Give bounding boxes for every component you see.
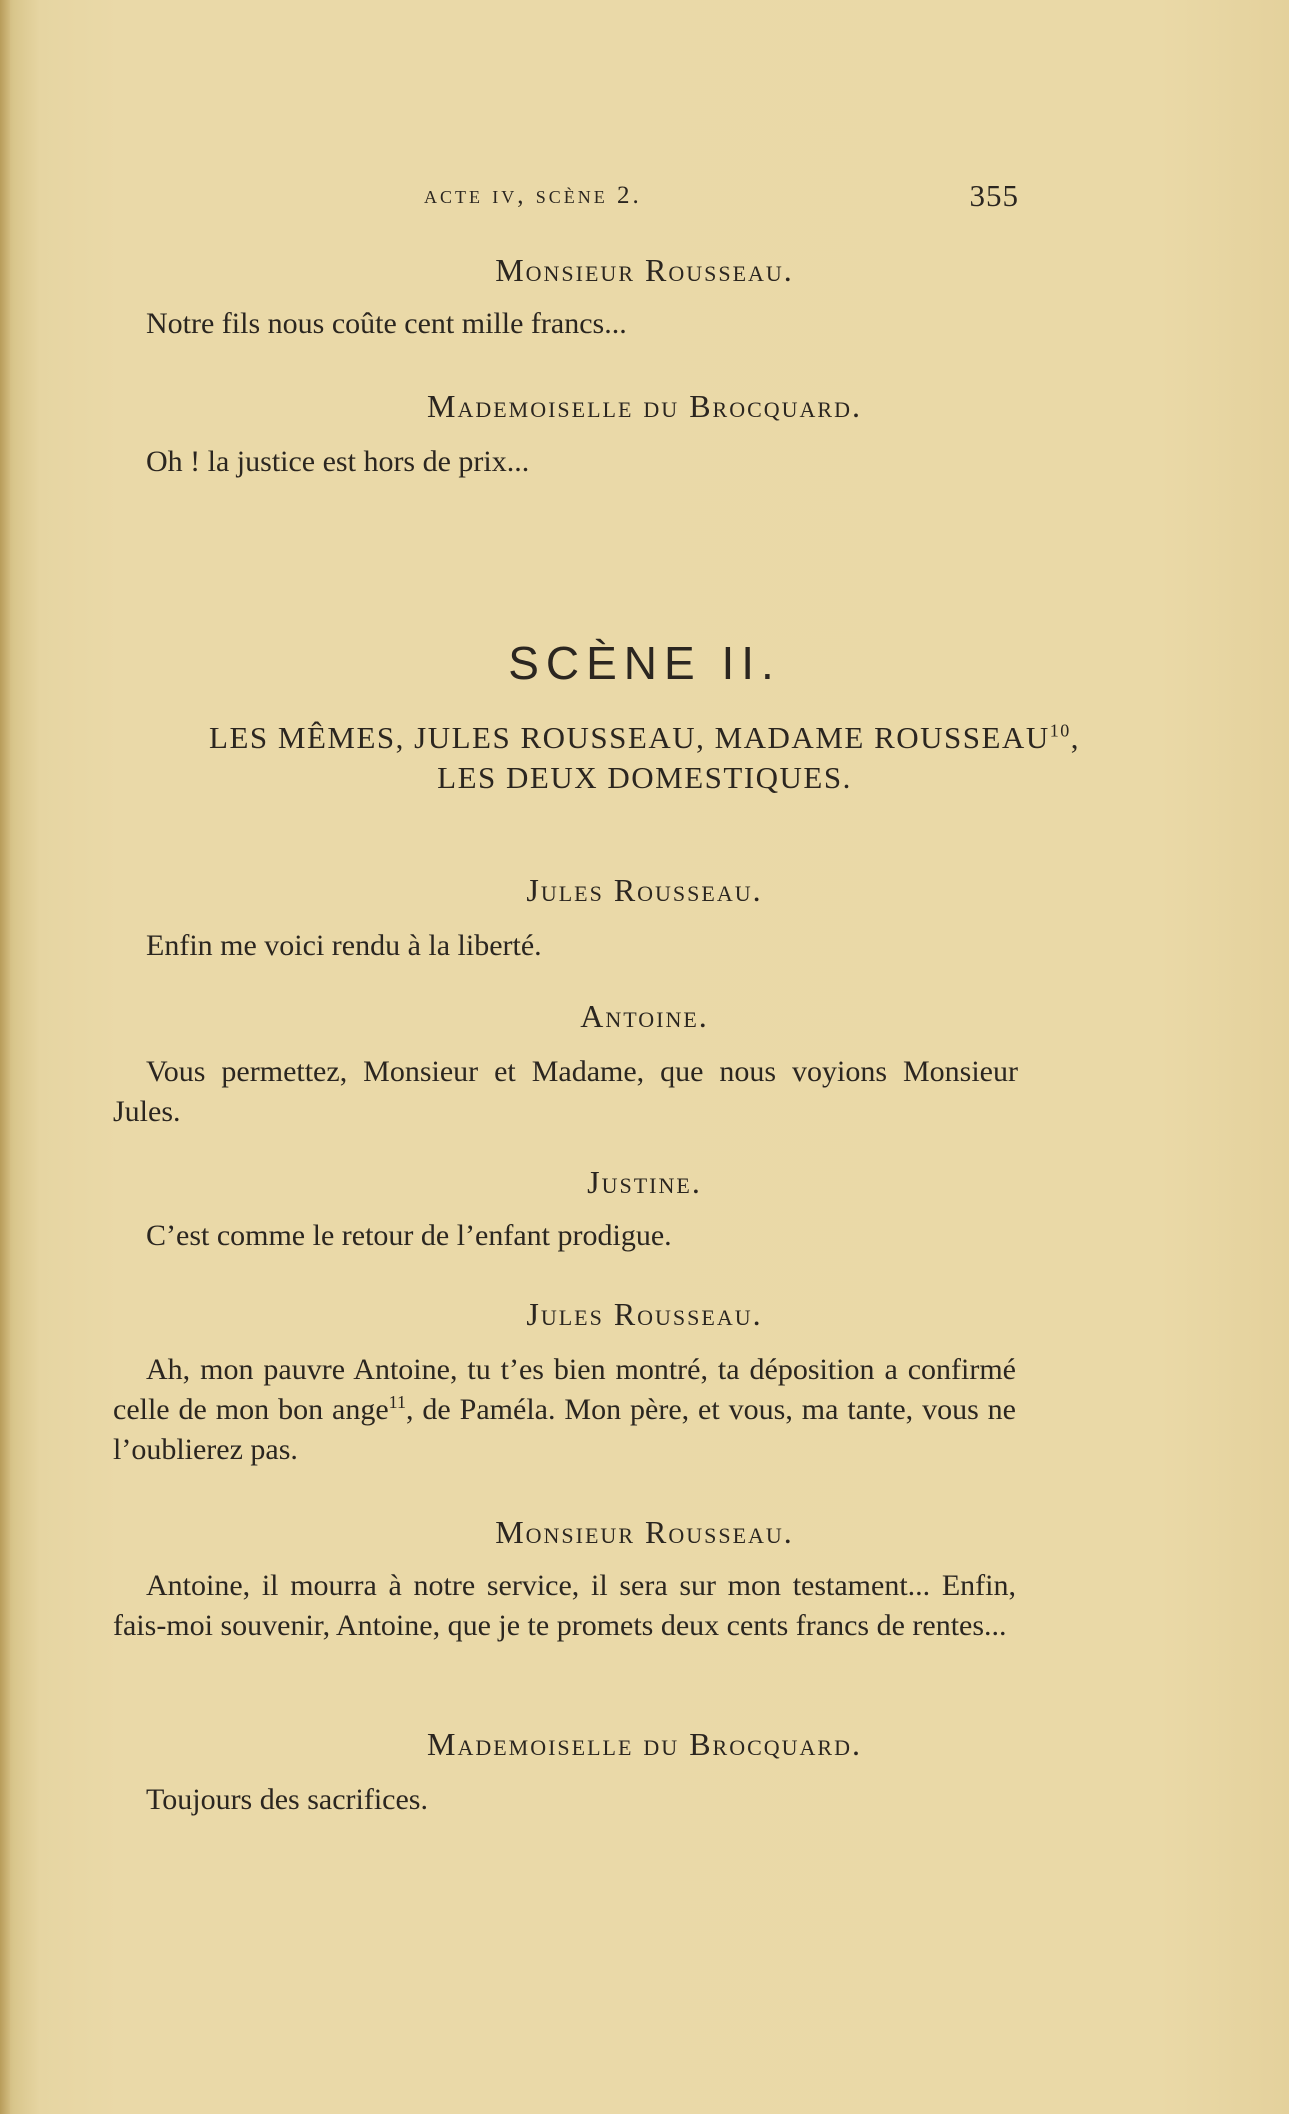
speaker-name: Mademoiselle du Brocquard. <box>426 388 862 424</box>
speech-paragraph: Antoine, il mourra à notre service, il sera sur mon testament... Enfin, fais-moi souvenir, Antoine, que je te promets deux cents francs de rentes... <box>113 1569 1016 1642</box>
speech-paragraph: Oh ! la justice est hors de prix... <box>146 445 530 478</box>
speaker-name: Jules Rousseau. <box>526 872 763 908</box>
speaker-name: Monsieur Rousseau. <box>495 252 794 288</box>
scene-cast <box>0 718 1289 798</box>
speech-text <box>113 304 1016 344</box>
page-binding-edge <box>0 0 10 2114</box>
speech-text-part: , de Paméla. Mon père, et vous, ma tante, vous ne l’oublierez pas. <box>113 1393 1016 1466</box>
scene-title: SCÈNE II. <box>508 637 781 689</box>
speech-text <box>113 1350 1016 1470</box>
page-number: 355 <box>969 178 1019 213</box>
speaker-name: Jules Rousseau. <box>526 1296 763 1332</box>
speech-text <box>113 1216 1016 1256</box>
cast-line-text: LES MÊMES, JULES ROUSSEAU, MADAME ROUSSEAU <box>209 720 1050 755</box>
cast-line-punct: , <box>1070 720 1080 755</box>
speech-text <box>113 1566 1016 1646</box>
speech-text-part: Ah, mon pauvre Antoine, tu t’es bien montré, ta déposition a confirmé celle de mon bon ange <box>113 1353 1016 1426</box>
running-title: acte iv, scène 2. <box>424 182 642 209</box>
speaker-name: Monsieur Rousseau. <box>495 1514 794 1550</box>
speaker-name: Justine. <box>587 1164 702 1200</box>
running-head <box>0 178 1289 216</box>
speaker-name: Antoine. <box>580 998 709 1034</box>
speech-text <box>113 926 1016 966</box>
speech-text <box>113 442 1016 482</box>
speech-text <box>113 1052 1018 1132</box>
footnote-marker: 11 <box>388 1392 406 1412</box>
speaker-name: Mademoiselle du Brocquard. <box>426 1726 862 1762</box>
cast-line: LES DEUX DOMESTIQUES. <box>437 760 852 795</box>
cast-line <box>0 718 1289 758</box>
speech-paragraph: Notre fils nous coûte cent mille francs... <box>146 307 627 340</box>
speech-paragraph <box>113 1350 1016 1470</box>
speech-paragraph: Enfin me voici rendu à la liberté. <box>146 929 542 962</box>
speech-paragraph: Vous permettez, Monsieur et Madame, que nous voyions Monsieur Jules. <box>113 1055 1018 1128</box>
speech-paragraph: C’est comme le retour de l’enfant prodigue. <box>146 1219 672 1252</box>
speech-paragraph: Toujours des sacrifices. <box>146 1783 428 1816</box>
footnote-marker: 10 <box>1049 720 1071 741</box>
speech-text <box>113 1780 1016 1820</box>
